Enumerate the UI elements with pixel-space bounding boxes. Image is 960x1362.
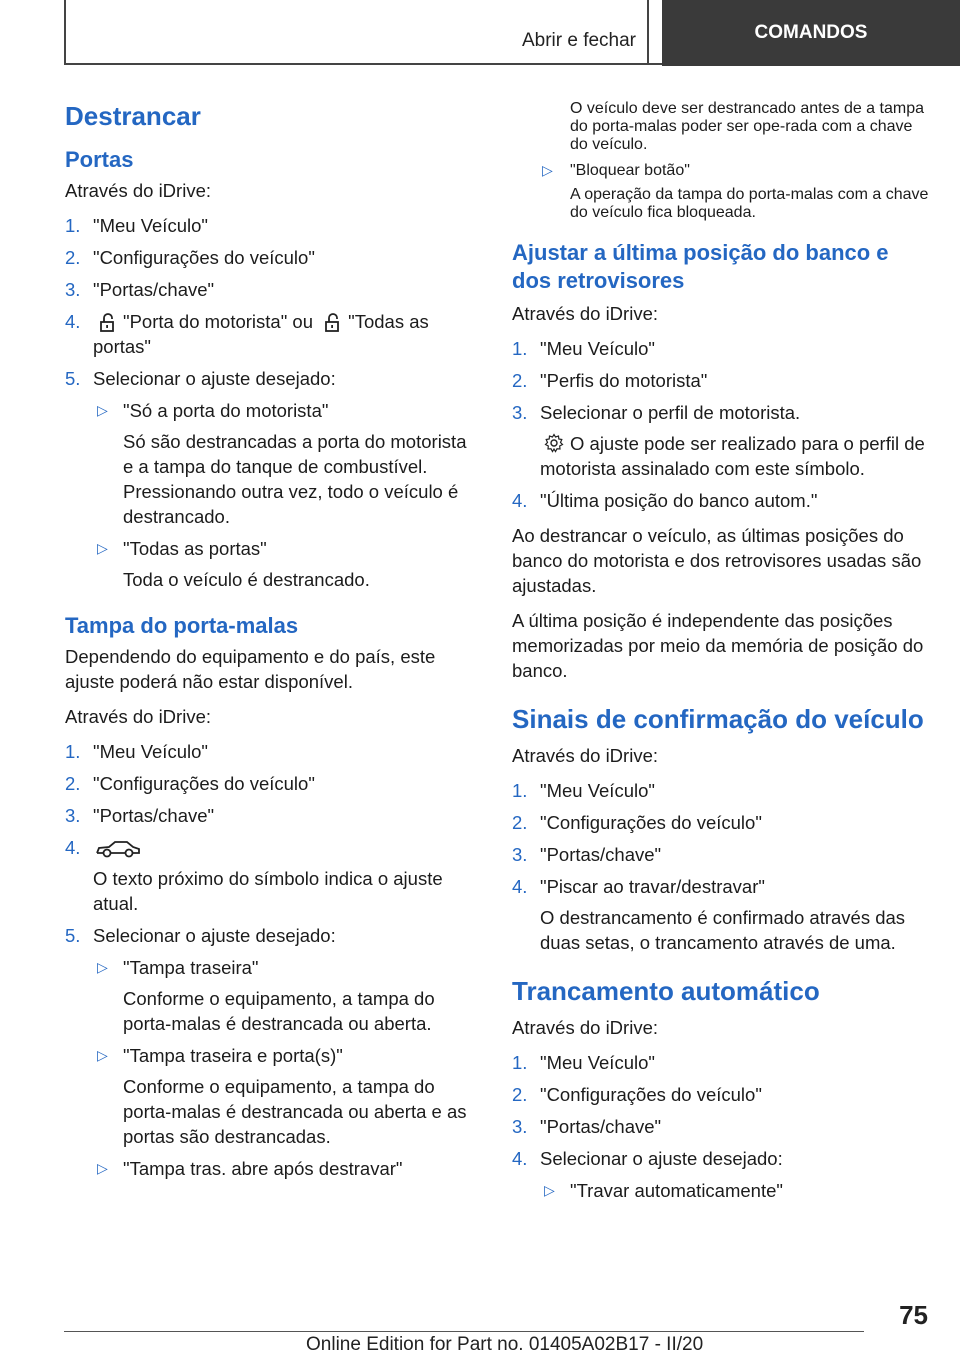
note-text: Dependendo do equipamento e do país, este ajuste poderá não estar disponível. <box>65 646 436 692</box>
step-number: 3. <box>65 805 81 826</box>
list-item <box>512 1114 930 1139</box>
step-number: 3. <box>512 402 528 423</box>
option-item <box>512 100 930 154</box>
triangle-bullet-icon: ▷ <box>544 1182 555 1198</box>
step-number: 1. <box>512 338 528 359</box>
triangle-bullet-icon: ▷ <box>97 402 108 418</box>
steps-list <box>512 778 930 955</box>
header-divider <box>64 63 662 65</box>
step-text: "Perfis do motorista" <box>540 370 708 391</box>
intro-text: Através do iDrive: <box>512 303 658 324</box>
step-text: "Configurações do veículo" <box>93 247 315 268</box>
step-description: O destrancamento é confirmado através das duas setas, o trancamento através de uma. <box>540 907 906 953</box>
page-header <box>0 0 960 66</box>
step-number: 4. <box>65 837 81 858</box>
triangle-bullet-icon: ▷ <box>542 162 553 178</box>
option-item <box>512 162 930 222</box>
step-number: 5. <box>65 368 81 389</box>
step-number: 4. <box>512 876 528 897</box>
step-number: 4. <box>512 1148 528 1169</box>
step-number: 2. <box>65 773 81 794</box>
option-item <box>93 1156 479 1181</box>
options-list <box>512 100 930 222</box>
step-text: Selecionar o ajuste desejado: <box>93 925 336 947</box>
list-item <box>65 739 479 764</box>
option-description: O veículo deve ser destrancado antes de a tampa do porta-malas poder ser ope-rada com a chave do veículo. <box>570 100 924 153</box>
gear-icon <box>544 433 564 453</box>
options-list <box>93 398 479 592</box>
footer-divider <box>64 1331 864 1332</box>
option-description: Conforme o equipamento, a tampa do porta-malas é destrancada ou aberta e as portas são destrancadas. <box>123 1076 467 1148</box>
step-text: Selecionar o perfil de motorista. <box>540 402 801 423</box>
step-description <box>540 431 930 481</box>
list-item <box>65 771 479 796</box>
list-item <box>512 336 930 361</box>
steps-list <box>512 1050 930 1203</box>
option-label: "Travar automaticamente" <box>570 1180 783 1201</box>
step-text: "Última posição do banco autom." <box>540 490 818 511</box>
step-description: O texto próximo do símbolo indica o ajuste atual. <box>93 868 443 915</box>
option-label: "Só a porta do motorista" <box>123 400 329 421</box>
option-label: "Tampa traseira e porta(s)" <box>123 1045 343 1067</box>
step-number: 3. <box>65 279 81 300</box>
step-text: "Configurações do veículo" <box>540 812 762 833</box>
list-item <box>512 1146 930 1203</box>
step-text: "Piscar ao travar/destravar" <box>540 876 765 897</box>
header-chapter-tab <box>662 0 960 66</box>
left-column <box>65 100 479 1191</box>
step-text: "Meu Veículo" <box>540 338 655 359</box>
step-number: 4. <box>65 311 81 332</box>
step-text: "Portas/chave" <box>93 279 215 300</box>
step-number: 1. <box>65 741 81 762</box>
lock-open-icon <box>99 313 117 333</box>
list-item <box>65 309 479 359</box>
heading-sinais: Sinais de confirmação do veículo <box>512 704 924 734</box>
list-item <box>512 842 930 867</box>
body-text: A última posição é independente das posições memorizadas por meio da memória de posição do banco. <box>512 610 924 681</box>
step-number: 5. <box>65 925 81 947</box>
step-number: 2. <box>512 370 528 391</box>
option-label: "Tampa tras. abre após destravar" <box>123 1158 403 1180</box>
list-item <box>512 874 930 955</box>
option-description: Só são destrancadas a porta do motorista e a tampa do tanque de combustível. Pressionando outra vez, todo o veículo é destrancado. <box>123 431 467 527</box>
lock-open-icon <box>324 313 342 333</box>
step-text: "Porta do motorista" ou <box>123 311 314 332</box>
triangle-bullet-icon: ▷ <box>97 959 108 976</box>
options-list <box>93 955 479 1181</box>
list-item <box>65 366 479 592</box>
option-item <box>93 955 479 1036</box>
heading-ajustar: Ajustar a última posição do banco e dos retrovisores <box>512 240 889 293</box>
header-section-title: Abrir e fechar <box>521 30 636 51</box>
step-text: "Meu Veículo" <box>93 215 208 236</box>
step-number: 1. <box>65 215 81 236</box>
option-description: Conforme o equipamento, a tampa do porta-malas é destrancada ou aberta. <box>123 988 435 1035</box>
header-chapter-label: COMANDOS <box>754 22 868 43</box>
triangle-bullet-icon: ▷ <box>97 1160 108 1177</box>
header-divider <box>64 0 66 64</box>
step-text: "Portas/chave" <box>540 844 662 865</box>
step-number: 4. <box>512 490 528 511</box>
list-item <box>512 778 930 803</box>
step-number: 3. <box>512 844 528 865</box>
step-number: 1. <box>512 1052 528 1073</box>
step-text: "Meu Veículo" <box>540 1052 655 1073</box>
body-text: Ao destrancar o veículo, as últimas posições do banco do motorista e dos retrovisores usadas são ajustadas. <box>512 525 922 596</box>
footer-edition: Online Edition for Part no. 01405A02B17 - II/20 <box>306 1334 704 1355</box>
step-text: "Portas/chave" <box>540 1116 662 1137</box>
intro-text: Através do iDrive: <box>65 706 211 727</box>
step-text: "Portas/chave" <box>93 805 215 826</box>
list-item <box>65 923 479 1181</box>
option-item <box>93 536 479 592</box>
list-item <box>65 213 479 238</box>
triangle-bullet-icon: ▷ <box>97 1047 108 1064</box>
option-label: "Todas as portas" <box>123 538 267 559</box>
car-icon <box>95 838 141 860</box>
intro-text: Através do iDrive: <box>512 745 658 766</box>
list-item <box>65 803 479 828</box>
list-item <box>512 1082 930 1107</box>
intro-text: Através do iDrive: <box>65 180 211 201</box>
heading-destrancar: Destrancar <box>65 101 201 131</box>
triangle-bullet-icon: ▷ <box>97 540 108 556</box>
list-item <box>512 810 930 835</box>
list-item <box>512 400 930 481</box>
step-text: "Meu Veículo" <box>93 741 208 762</box>
options-list <box>540 1178 930 1203</box>
right-column <box>512 100 930 1213</box>
heading-portas: Portas <box>65 147 134 172</box>
step-number: 1. <box>512 780 528 801</box>
steps-list <box>65 739 479 1181</box>
step-text: "Configurações do veículo" <box>540 1084 762 1105</box>
list-item <box>65 835 479 916</box>
steps-list <box>65 213 479 592</box>
header-divider <box>647 0 649 64</box>
option-item <box>540 1178 930 1203</box>
intro-text: Através do iDrive: <box>512 1017 658 1038</box>
page-number: 75 <box>899 1300 928 1330</box>
list-item <box>65 245 479 270</box>
step-text: Selecionar o ajuste desejado: <box>93 368 336 389</box>
option-item <box>93 1043 479 1149</box>
heading-trancamento: Trancamento automático <box>512 976 820 1006</box>
option-description: Toda o veículo é destrancado. <box>123 569 370 590</box>
list-item <box>65 277 479 302</box>
step-text: "Todas as portas" <box>93 311 429 357</box>
step-number: 2. <box>512 1084 528 1105</box>
steps-list <box>512 336 930 513</box>
step-note: O ajuste pode ser realizado para o perfil de motorista assinalado com este símbolo. <box>540 433 925 479</box>
step-number: 2. <box>512 812 528 833</box>
list-item <box>512 1050 930 1075</box>
list-item <box>512 488 930 513</box>
step-text: "Meu Veículo" <box>540 780 655 801</box>
step-text: "Configurações do veículo" <box>93 773 315 794</box>
option-item <box>93 398 479 529</box>
option-label: "Bloquear botão" <box>570 162 690 179</box>
step-number: 3. <box>512 1116 528 1137</box>
option-description: A operação da tampa do porta-malas com a chave do veículo fica bloqueada. <box>570 186 929 221</box>
list-item <box>512 368 930 393</box>
step-text: Selecionar o ajuste desejado: <box>540 1148 783 1169</box>
option-label: "Tampa traseira" <box>123 957 259 979</box>
step-number: 2. <box>65 247 81 268</box>
heading-tampa: Tampa do porta-malas <box>65 613 299 638</box>
